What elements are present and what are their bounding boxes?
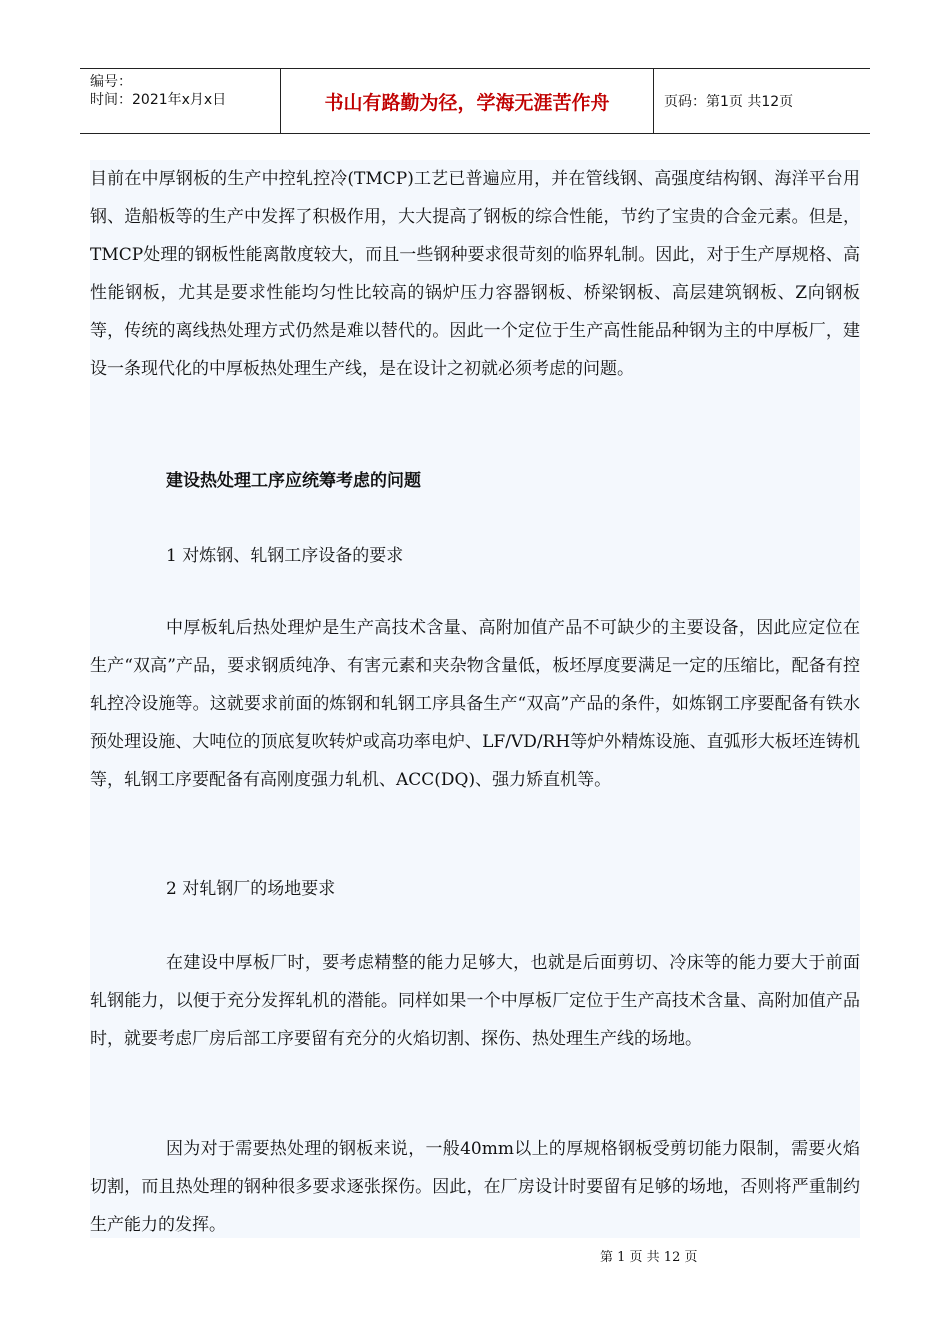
intro-paragraph: 目前在中厚钢板的生产中控轧控冷(TMCP)工艺已普遍应用，并在管线钢、高强度结构钢、海洋平台用钢、造船板等的生产中发挥了积极作用，大大提高了钢板的综合性能，节约了宝贵的合金元素。但是，TMCP处理的钢板性能离散度较大，而且一些钢种要求很苛刻的临界轧制。因此，对于生产厚规格、高性能钢板，尤其是要求性能均匀性比较高的锅炉压力容器钢板、桥梁钢板、高层建筑钢板、Z向钢板等，传统的离线热处理方式仍然是难以替代的。因此一个定位于生产高性能品种钢为主的中厚板厂，建设一条现代化的中厚板热处理生产线，是在设计之初就必须考虑的问题。 bbox=[90, 169, 860, 379]
header-page-label: 页码：第1页 共12页 bbox=[664, 94, 794, 110]
time-label: 时间：2021年x月x日 bbox=[90, 92, 227, 108]
header-motto: 书山有路勤为径，学海无涯苦作舟 bbox=[280, 69, 654, 133]
page-footer: 第 1 页 共 12 页 bbox=[600, 1250, 698, 1265]
document-header bbox=[80, 68, 870, 134]
section2-title: 2 对轧钢厂的场地要求 bbox=[166, 879, 336, 899]
document-body bbox=[90, 160, 860, 1238]
header-meta bbox=[80, 69, 280, 133]
section2-paragraph-1: 在建设中厚板厂时，要考虑精整的能力足够大，也就是后面剪切、冷床等的能力要大于前面轧钢能力，以便于充分发挥轧机的潜能。同样如果一个中厚板厂定位于生产高技术含量、高附加值产品时，就要考虑厂房后部工序要留有充分的火焰切割、探伤、热处理生产线的场地。 bbox=[90, 953, 860, 1049]
section-heading: 建设热处理工序应统筹考虑的问题 bbox=[166, 471, 421, 491]
section2-paragraph-2: 因为对于需要热处理的钢板来说，一般40mm以上的厚规格钢板受剪切能力限制，需要火焰切割，而且热处理的钢种很多要求逐张探伤。因此，在厂房设计时要留有足够的场地，否则将严重制约生产能力的发挥。 bbox=[90, 1139, 860, 1235]
section1-paragraph: 中厚板轧后热处理炉是生产高技术含量、高附加值产品不可缺少的主要设备，因此应定位在生产“双高”产品，要求钢质纯净、有害元素和夹杂物含量低，板坯厚度要满足一定的压缩比，配备有控轧控冷设施等。这就要求前面的炼钢和轧钢工序具备生产“双高”产品的条件，如炼钢工序要配备有铁水预处理设施、大吨位的顶底复吹转炉或高功率电炉、LF/VD/RH等炉外精炼设施、直弧形大板坯连铸机等，轧钢工序要配备有高刚度强力轧机、ACC(DQ)、强力矫直机等。 bbox=[90, 618, 860, 790]
section1-title: 1 对炼钢、轧钢工序设备的要求 bbox=[166, 546, 404, 566]
number-label: 编号： bbox=[90, 74, 132, 90]
